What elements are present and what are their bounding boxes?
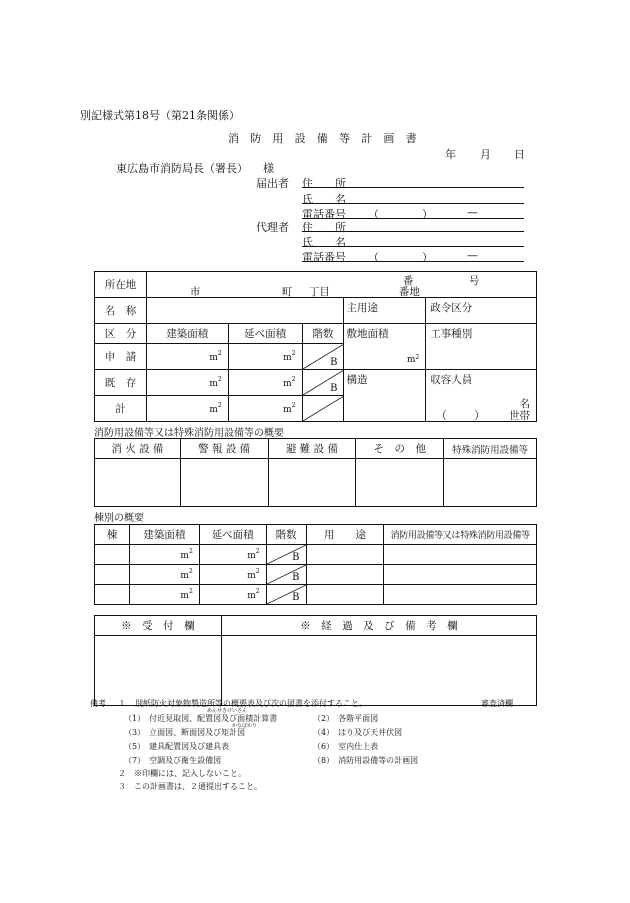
location-label: 所在地 <box>95 272 147 298</box>
row-total: 計 <box>95 396 147 422</box>
row-application: 申 請 <box>95 344 147 370</box>
table-row <box>95 545 537 565</box>
work-type-label: 工事種別 <box>430 328 473 340</box>
addressee: 東広島市消防局長（署長） <box>116 162 248 175</box>
existing-floor-area[interactable]: $m^2$ <box>228 370 302 396</box>
note-item-4: （4） はり及び天井伏図 <box>313 728 403 737</box>
row-existing: 既 存 <box>95 370 147 396</box>
note-2: ２ ※印欄には、記入しないこと。 <box>118 769 246 778</box>
eq-col-other: そ の 他 <box>356 439 444 459</box>
blk-floor-area-field[interactable]: $m^2$ <box>199 565 266 585</box>
eq-special-field[interactable] <box>444 459 537 507</box>
application-building-area[interactable]: $m^2$ <box>146 344 228 370</box>
agent-phone-label: 電話番号 <box>302 251 346 264</box>
note-item-2: （2） 各階平面図 <box>313 714 379 723</box>
location-banchi: 番地 <box>398 286 420 298</box>
table-row <box>95 565 537 585</box>
building-table <box>94 271 537 422</box>
agent-name-field[interactable] <box>302 234 524 247</box>
applicant-phone-close: ） <box>422 208 433 221</box>
reception-field[interactable] <box>95 636 222 706</box>
blk-floors-field[interactable]: B <box>266 585 306 605</box>
blk-equipment-field[interactable] <box>384 565 537 585</box>
location-chome: 丁目 <box>308 286 330 298</box>
capacity-cell[interactable] <box>426 370 537 422</box>
blk-building-field[interactable] <box>95 585 130 605</box>
blk-equipment-field[interactable] <box>384 545 537 565</box>
location-city: 市 <box>189 286 201 298</box>
blk-floor-area-field[interactable]: $m^2$ <box>199 585 266 605</box>
form-id: 別記様式第18号（第21条関係） <box>80 109 240 122</box>
agent-phone-open: （ <box>368 251 379 264</box>
applicant-name-label: 氏 名 <box>302 193 346 206</box>
blk-building-area-field[interactable]: $m^2$ <box>129 585 199 605</box>
col-total-floor-area: 延べ面積 <box>228 324 302 344</box>
block-title: 棟別の概要 <box>94 513 144 524</box>
household-close: ） <box>474 410 485 422</box>
col-kubun: 区 分 <box>95 324 147 344</box>
progress-field[interactable] <box>221 636 536 706</box>
note-1-text: 別紙防火対象物製造所等の概要表及び次の図書を添付すること。 <box>135 699 367 708</box>
eq-col-special: 特殊消防用設備等 <box>444 439 537 459</box>
total-floors[interactable] <box>302 396 344 422</box>
existing-basement: B <box>330 383 338 394</box>
location-go: 号 <box>468 275 480 287</box>
reviewed-label: 審査済欄 <box>481 699 513 708</box>
reception-label: ※ 受 付 欄 <box>95 616 222 636</box>
household-open: （ <box>436 410 447 422</box>
page-title: 消 防 用 設 備 等 計 画 書 <box>228 132 421 145</box>
structure-label: 構造 <box>346 374 368 386</box>
main-use-cell[interactable] <box>344 298 426 324</box>
date-day: 日 <box>514 148 525 161</box>
blk-floors-field[interactable]: B <box>266 545 306 565</box>
capacity-label: 収容人員 <box>430 374 473 386</box>
note-3: ３ この計画書は、２通提出すること。 <box>118 782 262 791</box>
col-building-area: 建築面積 <box>146 324 228 344</box>
structure-cell[interactable] <box>344 370 426 422</box>
eq-extinguishing-field[interactable] <box>95 459 181 507</box>
location-ban: 番 <box>402 275 414 287</box>
blk-use-field[interactable] <box>306 545 384 565</box>
blk-building-area-field[interactable]: $m^2$ <box>129 545 199 565</box>
blk-building-field[interactable] <box>95 565 130 585</box>
application-floors[interactable] <box>302 344 344 370</box>
agent-name-label: 氏 名 <box>302 236 346 249</box>
name-field[interactable] <box>146 298 344 324</box>
application-basement: B <box>330 357 338 368</box>
blk-col-floor-area: 延べ面積 <box>199 525 266 545</box>
work-type-cell[interactable] <box>426 324 537 370</box>
existing-floors[interactable] <box>302 370 344 396</box>
blk-floor-area-field[interactable]: $m^2$ <box>199 545 266 565</box>
applicant-address-field[interactable] <box>302 175 524 188</box>
blk-building-area-field[interactable]: $m^2$ <box>129 565 199 585</box>
agent-phone-close: ） <box>422 251 433 264</box>
blk-floors-field[interactable]: B <box>266 565 306 585</box>
receipt-table <box>94 615 537 706</box>
application-floor-area[interactable]: $m^2$ <box>228 344 302 370</box>
eq-col-alarm: 警 報 設 備 <box>180 439 268 459</box>
note-item-6: （6） 室内仕上表 <box>313 742 379 751</box>
blk-col-equipment: 消防用設備等又は特殊消防用設備等 <box>384 525 537 545</box>
blk-col-building: 棟 <box>95 525 130 545</box>
applicant-phone-label: 電話番号 <box>302 208 346 221</box>
col-floors: 階数 <box>302 324 344 344</box>
applicant-address-label: 住 所 <box>302 177 346 190</box>
applicant-phone-dash: — <box>467 206 478 219</box>
eq-other-field[interactable] <box>356 459 444 507</box>
existing-building-area[interactable]: $m^2$ <box>146 370 228 396</box>
honorific: 様 <box>263 162 274 175</box>
blk-equipment-field[interactable] <box>384 585 537 605</box>
household-label: 世帯 <box>509 410 530 422</box>
ordinance-label: 政令区分 <box>430 302 473 314</box>
date-month: 月 <box>480 148 491 161</box>
date-year: 年 <box>445 148 456 161</box>
note-item-7: （7） 空調及び衛生設備図 <box>124 756 222 765</box>
agent-address-label: 住 所 <box>302 221 346 234</box>
ruby-area-calc: めんせきけいさん <box>207 708 248 714</box>
applicant-name-field[interactable] <box>302 191 524 204</box>
note-item-5: （5） 建具配置図及び建具表 <box>124 742 230 751</box>
site-area-label: 敷地面積 <box>346 328 389 340</box>
table-row <box>95 585 537 605</box>
agent-address-field[interactable] <box>302 219 524 232</box>
agent-label: 代理者 <box>256 221 289 234</box>
blk-building-field[interactable] <box>95 545 130 565</box>
note-item-3: （3） 立面図、断面図及び矩計図 <box>124 728 246 737</box>
block-table <box>94 524 537 605</box>
applicant-phone-field[interactable] <box>302 206 524 219</box>
applicant-phone-open: （ <box>368 208 379 221</box>
applicant-label: 届出者 <box>256 177 289 190</box>
blk-use-field[interactable] <box>306 565 384 585</box>
agent-phone-dash: — <box>467 249 478 262</box>
equipment-title: 消防用設備等又は特殊消防用設備等の概要 <box>94 428 284 439</box>
ruby-kanabakari: かなばかり <box>232 723 258 729</box>
note-1-number: １ <box>118 699 126 708</box>
blk-col-floors: 階数 <box>266 525 306 545</box>
ordinance-cell[interactable] <box>426 298 537 324</box>
eq-col-evacuation: 避 難 設 備 <box>268 439 356 459</box>
eq-evacuation-field[interactable] <box>268 459 356 507</box>
total-floor-area[interactable]: $m^2$ <box>228 396 302 422</box>
agent-phone-field[interactable] <box>302 249 524 262</box>
main-use-label: 主用途 <box>346 302 378 314</box>
total-building-area[interactable]: $m^2$ <box>146 396 228 422</box>
blk-col-building-area: 建築面積 <box>129 525 199 545</box>
note-item-1: （1） 付近見取図、配置図及び面積計算書 <box>124 714 278 723</box>
capacity-persons: 名 <box>519 398 530 410</box>
progress-label: ※ 経 過 及 び 備 考 欄 <box>221 616 536 636</box>
name-label: 名 称 <box>95 298 147 324</box>
location-town: 町 <box>281 286 293 298</box>
site-area-cell[interactable] <box>344 324 426 370</box>
eq-alarm-field[interactable] <box>180 459 268 507</box>
notes-prefix: 備考 <box>90 699 106 708</box>
eq-col-extinguishing: 消 火 設 備 <box>95 439 181 459</box>
site-area-unit: $m^2$ <box>406 354 420 365</box>
note-item-8: （8） 消防用設備等の計画図 <box>313 756 419 765</box>
blk-use-field[interactable] <box>306 585 384 605</box>
equipment-table <box>94 438 537 507</box>
blk-col-use: 用 途 <box>306 525 384 545</box>
location-field[interactable] <box>146 272 536 298</box>
